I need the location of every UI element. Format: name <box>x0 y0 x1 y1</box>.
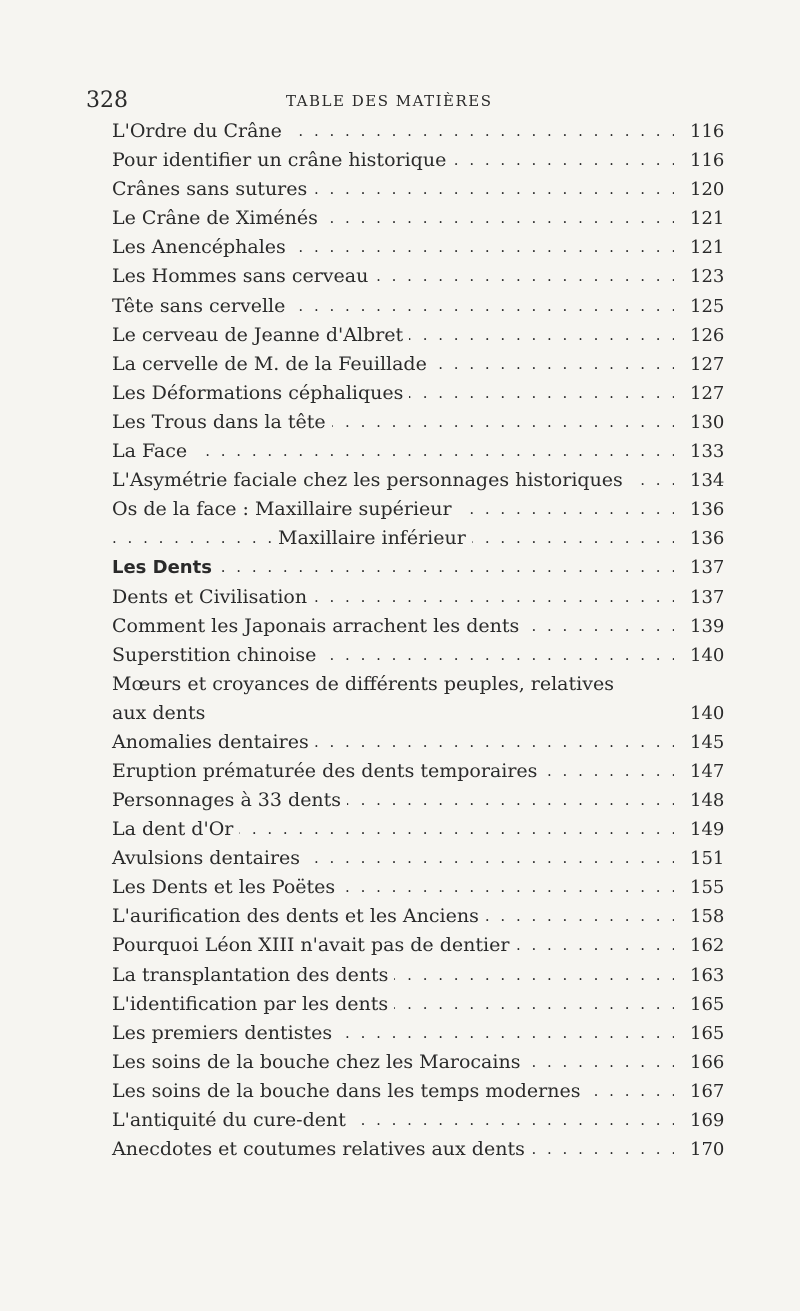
toc-entry: . . . Dents et Civilisation 137 <box>112 583 740 612</box>
toc-entry: . . . Anecdotes et coutumes relatives aux dents 170 <box>112 1135 740 1164</box>
toc-page-number: 155 <box>690 877 725 899</box>
toc-page-number: 121 <box>690 237 725 259</box>
toc-page-number: 140 <box>690 702 725 724</box>
toc-entry: . . . Pour identifier un crâne historique 116 <box>112 146 740 175</box>
toc-page-number: 148 <box>690 789 725 811</box>
toc-entry: . . . Superstition chinoise 140 <box>112 641 740 670</box>
toc-page-number: 116 <box>690 121 725 142</box>
toc-entry: . . . Eruption prématurée des dents temporaires 147 <box>112 757 740 786</box>
toc-page-number: 166 <box>690 1051 725 1073</box>
toc-page-number: 136 <box>690 499 725 521</box>
toc-page-number: 136 <box>690 528 725 550</box>
toc-entry: . . . La dent d'Or 149 <box>112 815 740 844</box>
toc-page-number: 165 <box>690 993 725 1015</box>
toc-entry: . . . La Face 133 <box>112 437 740 466</box>
toc-entry: . . . Les Hommes sans cerveau 123 <box>112 262 740 291</box>
toc-page-number: 170 <box>690 1139 725 1161</box>
toc-page-number: 149 <box>690 819 725 841</box>
toc-entry: . . . Les soins de la bouche dans les temps modernes 167 <box>112 1077 740 1106</box>
toc-page-number: 147 <box>690 760 725 782</box>
toc-page-number: 123 <box>690 266 725 288</box>
toc-entry: . . . Les Dents et les Poëtes 155 <box>112 873 740 902</box>
toc-page-number: 151 <box>690 848 725 870</box>
toc-entry: . . . Les premiers dentistes 165 <box>112 1019 740 1048</box>
toc-entry: . . . L'Ordre du Crâne 116 <box>112 117 740 146</box>
toc-entry: . . . La cervelle de M. de la Feuillade 127 <box>112 350 740 379</box>
toc-page-number: 126 <box>690 324 725 346</box>
table-of-contents <box>112 117 740 1164</box>
toc-entry: . . . Le cerveau de Jeanne d'Albret 126 <box>112 321 740 350</box>
toc-page-number: 127 <box>690 353 725 375</box>
running-title: TABLE DES MATIÈRES <box>286 92 493 110</box>
toc-page-number: 133 <box>690 441 725 463</box>
page-number: 328 <box>86 88 128 113</box>
toc-entry: . . . Crânes sans sutures 120 <box>112 175 740 204</box>
toc-entry: . . . Pourquoi Léon XIII n'avait pas de dentier 162 <box>112 931 740 960</box>
toc-entry: . . . Os de la face : Maxillaire supérieur 136 <box>112 495 740 524</box>
toc-page-number: 120 <box>690 179 725 201</box>
toc-entry: . . . L'identification par les dents 165 <box>112 990 740 1019</box>
toc-page-number: 125 <box>690 295 725 317</box>
toc-entry: . . . Les Trous dans la tête 130 <box>112 408 740 437</box>
toc-page-number: 165 <box>690 1022 725 1044</box>
toc-entry: . . . Les Anencéphales 121 <box>112 233 740 262</box>
toc-entry: . . . Tête sans cervelle 125 <box>112 292 740 321</box>
toc-entry: . . . L'Asymétrie faciale chez les personnages historiques 134 <box>112 466 740 495</box>
toc-page-number: 163 <box>690 964 725 986</box>
toc-entry: . . . Mœurs et croyances de différents peuples, relatives aux dents 140 <box>112 670 740 728</box>
toc-page-number: 121 <box>690 208 725 230</box>
toc-entry: . . . Les Déformations céphaliques 127 <box>112 379 740 408</box>
toc-entry: . . . Anomalies dentaires 145 <box>112 728 740 757</box>
toc-page-number: 130 <box>690 411 725 433</box>
toc-page-number: 116 <box>690 150 725 172</box>
toc-page-number: 139 <box>690 615 725 637</box>
toc-entry: . . . Le Crâne de Ximénés 121 <box>112 204 740 233</box>
toc-entry: . . . Avulsions dentaires 151 <box>112 844 740 873</box>
toc-page-number: 140 <box>690 644 725 666</box>
toc-entry: . . . Personnages à 33 dents 148 <box>112 786 740 815</box>
toc-entry: . . . Comment les Japonais arrachent les dents 139 <box>112 612 740 641</box>
toc-entry: . . . Maxillaire inférieur 136 <box>112 524 740 553</box>
toc-page-number: 145 <box>690 731 725 753</box>
toc-entry: . . . L'aurification des dents et les Anciens 158 <box>112 902 740 931</box>
toc-page-number: 127 <box>690 382 725 404</box>
toc-page-number: 137 <box>690 557 725 579</box>
toc-entry: . . . Les soins de la bouche chez les Marocains 166 <box>112 1048 740 1077</box>
toc-page-number: 162 <box>690 935 725 957</box>
toc-entry: . . . L'antiquité du cure-dent 169 <box>112 1106 740 1135</box>
toc-page-number: 167 <box>690 1080 725 1102</box>
toc-page-number: 137 <box>690 586 725 608</box>
toc-section-heading: . . . Les Dents 137 <box>112 553 740 582</box>
toc-entry: . . . La transplantation des dents 163 <box>112 961 740 990</box>
toc-page-number: 169 <box>690 1110 725 1131</box>
toc-page-number: 134 <box>690 470 725 492</box>
page-header <box>86 88 726 118</box>
toc-page-number: 158 <box>690 906 725 928</box>
